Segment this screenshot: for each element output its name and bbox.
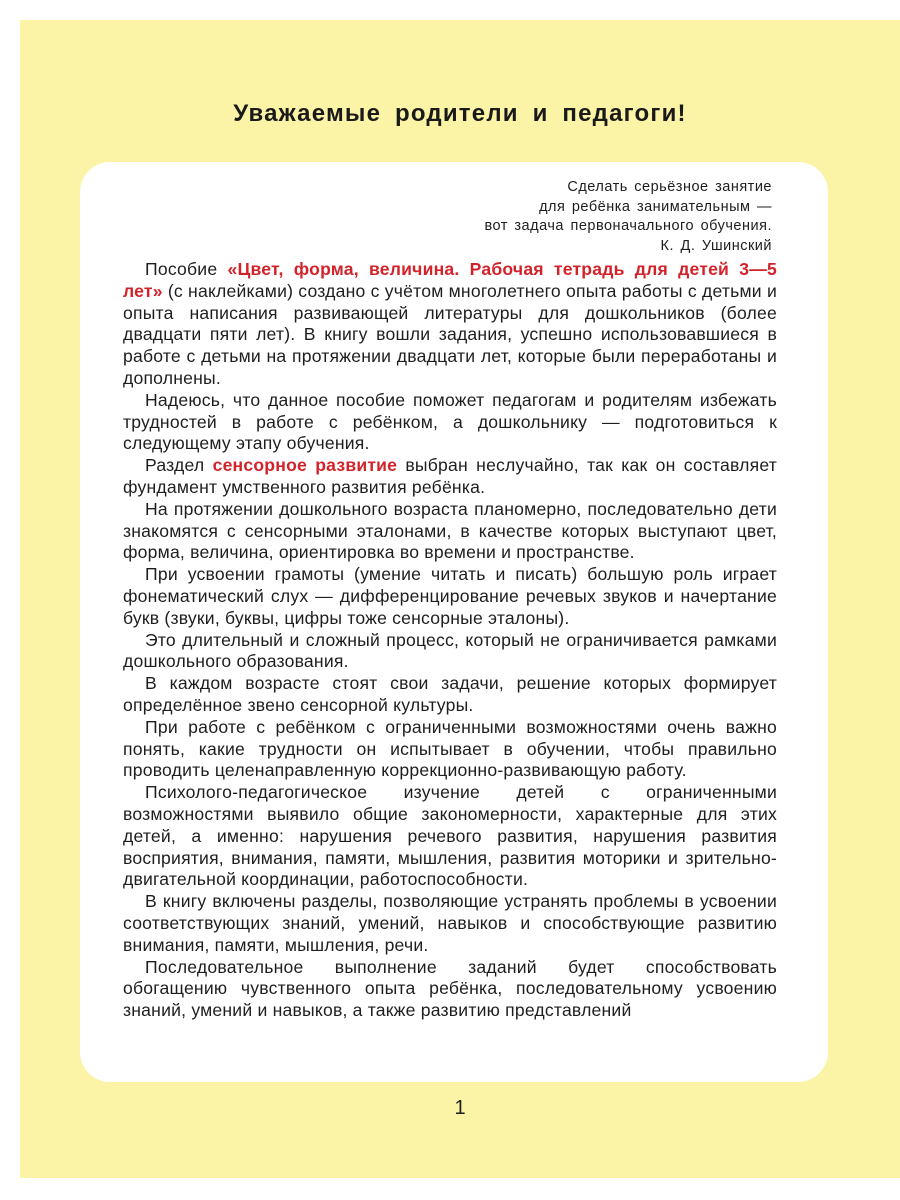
- paragraph: В книгу включены разделы, позволяющие устранять проблемы в усвоении соответствующих знаний, умений, навыков и способствующие развитию внимания, памяти, мышления, речи.: [123, 891, 777, 955]
- paragraph-text: (с наклейками) создано с учётом многолетнего опыта работы с детьми и опыта написания развивающей литературы для дошкольников (более двадцати пяти лет). В книгу вошли задания, успешно использовавшиеся в работе с детьми на протяжении двадцати лет, которые были переработаны и дополнены.: [123, 280, 777, 388]
- epigraph-line: для ребёнка занимательным —: [539, 198, 772, 215]
- paragraph: При усвоении грамоты (умение читать и писать) большую роль играет фонематический слух — дифференцирование речевых звуков и начертание букв (звуки, буквы, цифры тоже сенсорные эталоны).: [123, 564, 777, 628]
- paragraph: [123, 259, 777, 390]
- epigraph-line: Сделать серьёзное занятие: [567, 179, 772, 195]
- paragraph: [123, 455, 777, 499]
- paragraph: Последовательное выполнение заданий будет способствовать обогащению чувственного опыта ребёнка, последовательному усвоению знаний, умений и навыков, а также развитию представлений: [123, 956, 777, 1021]
- body-text: [123, 259, 777, 1022]
- page-number: 1: [454, 1097, 466, 1119]
- epigraph: [484, 178, 772, 256]
- paragraph-text: Раздел: [145, 455, 213, 476]
- paragraph: Надеюсь, что данное пособие поможет педагогам и родителям избежать трудностей в работе с ребёнком, а дошкольнику — подготовиться к следующему этапу обучения.: [123, 389, 777, 454]
- book-title-highlight: «Цвет, форма, величина. Рабочая тетрадь для детей 3—5 лет»: [123, 259, 777, 301]
- page-title: Уважаемые родители и педагоги!: [233, 100, 687, 127]
- section-highlight: сенсорное развитие: [212, 455, 398, 476]
- paragraph: На протяжении дошкольного возраста планомерно, последовательно дети знакомятся с сенсорными эталонами, в качестве которых выступают цвет, форма, величина, ориентировка во времени и пространстве.: [123, 498, 777, 563]
- paragraph-text: Пособие: [145, 259, 228, 279]
- paragraph: Психолого-педагогическое изучение детей с ограниченными возможностями выявило общие закономерности, характерные для этих детей, а именно: нарушения речевого развития, нарушения развития восприятия, внимания, памяти, мышления, развития моторики и зрительно-двигательной координации, работоспособности.: [123, 782, 777, 890]
- text-panel: [80, 162, 828, 1082]
- paragraph: В каждом возрасте стоят свои задачи, решение которых формирует определённое звено сенсорной культуры.: [123, 673, 777, 715]
- paragraph: При работе с ребёнком с ограниченными возможностями очень важно понять, какие трудности он испытывает в обучении, чтобы правильно проводить целенаправленную коррекционно-развивающую работу.: [123, 716, 777, 781]
- epigraph-line: вот задача первоначального обучения.: [484, 218, 772, 234]
- epigraph-author: К. Д. Ушинский: [660, 237, 772, 254]
- page: [20, 20, 900, 1178]
- paragraph-text: выбран неслучайно, так как он составляет фундамент умственного развития ребёнка.: [123, 455, 777, 497]
- paragraph: Это длительный и сложный процесс, который не ограничивается рамками дошкольного образования.: [123, 629, 777, 672]
